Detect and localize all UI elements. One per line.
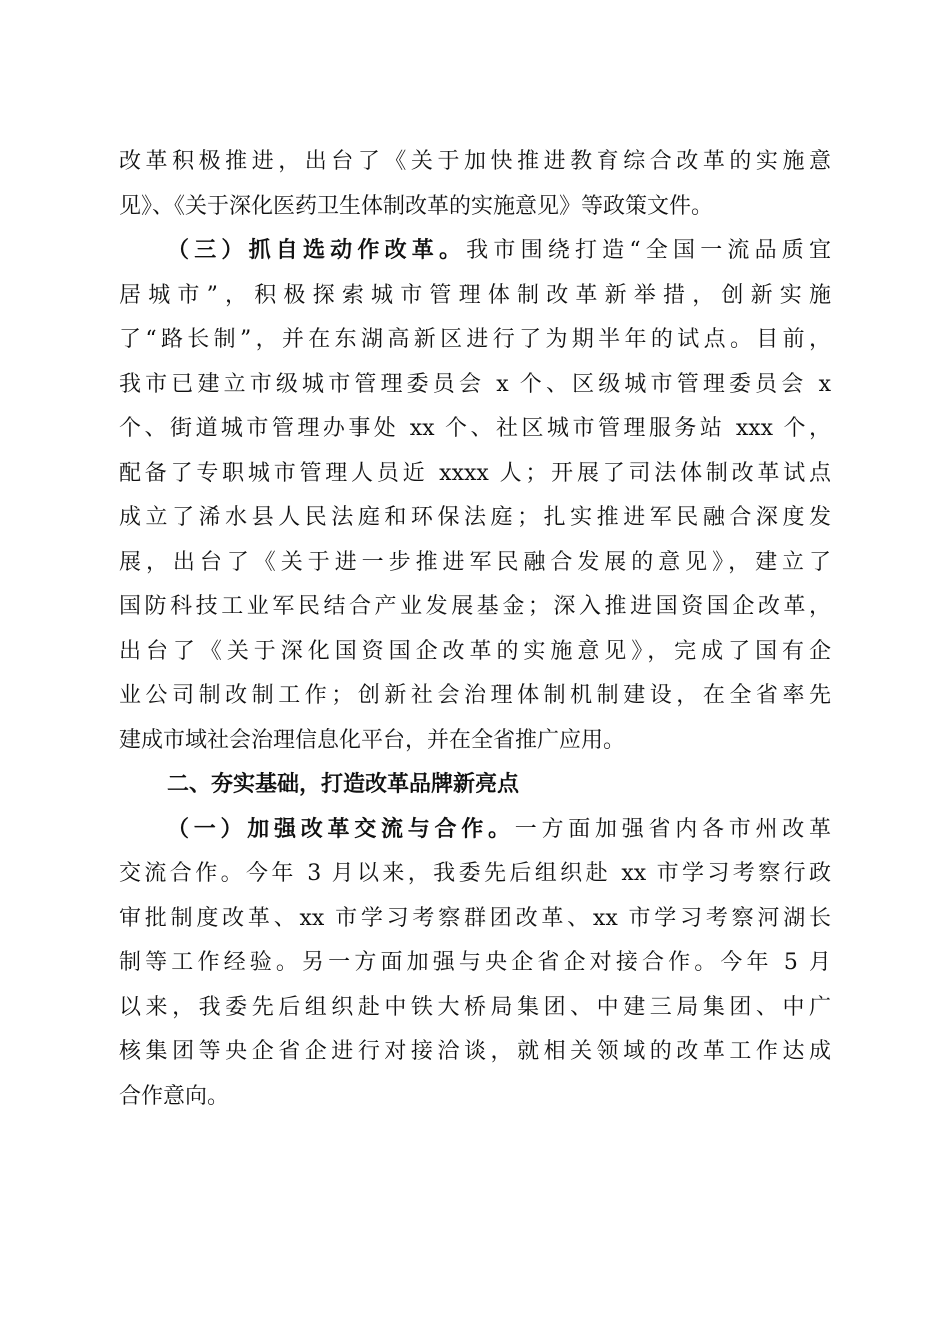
- text-line: 出台了《关于深化国资国企改革的实施意见》，完成了国有企: [119, 638, 831, 664]
- paragraph-continuation: [119, 140, 831, 229]
- text-line: 见》、《关于深化医药卫生体制改革的实施意见》等政策文件。: [119, 193, 714, 219]
- text-line: [119, 229, 831, 274]
- text-line: 业公司制改制工作；创新社会治理体制机制建设，在全省率先: [119, 683, 831, 708]
- text-line: 交流合作。今年 3 月以来，我委先后组织赴 xx 市学习考察行政: [119, 861, 831, 886]
- text-line: 成立了浠水县人民法庭和环保法庭；扎实推进军民融合深度发: [119, 505, 831, 530]
- paragraph-elective-reform: [119, 229, 831, 763]
- text-line: 了“路长制”，并在东湖高新区进行了为期半年的试点。目前，: [119, 327, 831, 352]
- text-line: 以来，我委先后组织赴中铁大桥局集团、中建三局集团、中广: [119, 994, 831, 1020]
- text-line: 制等工作经验。另一方面加强与央企省企对接合作。今年 5 月: [119, 950, 831, 975]
- text-run: 我市围绕打造“全国一流品质宜: [466, 238, 831, 263]
- text-line: 改革积极推进，出台了《关于加快推进教育综合改革的实施意: [119, 149, 831, 174]
- text-line: 审批制度改革、xx 市学习考察群团改革、xx 市学习考察河湖长: [119, 905, 831, 931]
- text-line: 国防科技工业军民结合产业发展基金；深入推进国资国企改革，: [119, 594, 831, 619]
- text-line: 个、街道城市管理办事处 xx 个、社区城市管理服务站 xxx 个，: [119, 416, 831, 441]
- text-line: 建成市域社会治理信息化平台，并在全省推广应用。: [119, 727, 626, 753]
- text-run: 一方面加强省内各市州改革: [514, 816, 831, 842]
- document-body: [119, 140, 831, 1119]
- text-line: 居城市”，积极探索城市管理体制改革新举措，创新实施: [119, 282, 831, 308]
- text-line: [119, 808, 831, 853]
- text-line: 核集团等央企省企进行对接洽谈，就相关领域的改革工作达成: [119, 1039, 831, 1064]
- heading-text: 二、夯实基础，打造改革品牌新亮点: [167, 772, 520, 797]
- section-heading: [119, 763, 831, 808]
- paragraph-lead: （一）加强改革交流与合作。: [167, 816, 515, 842]
- paragraph-exchange-cooperation: [119, 808, 831, 1120]
- text-line: 配备了专职城市管理人员近 xxxx 人；开展了司法体制改革试点: [119, 460, 831, 486]
- text-line: 合作意向。: [119, 1083, 230, 1109]
- text-line: 展，出台了《关于进一步推进军民融合发展的意见》，建立了: [119, 549, 831, 575]
- text-line: 我市已建立市级城市管理委员会 x 个、区级城市管理委员会 x: [119, 371, 831, 397]
- paragraph-lead: （三）抓自选动作改革。: [167, 238, 467, 263]
